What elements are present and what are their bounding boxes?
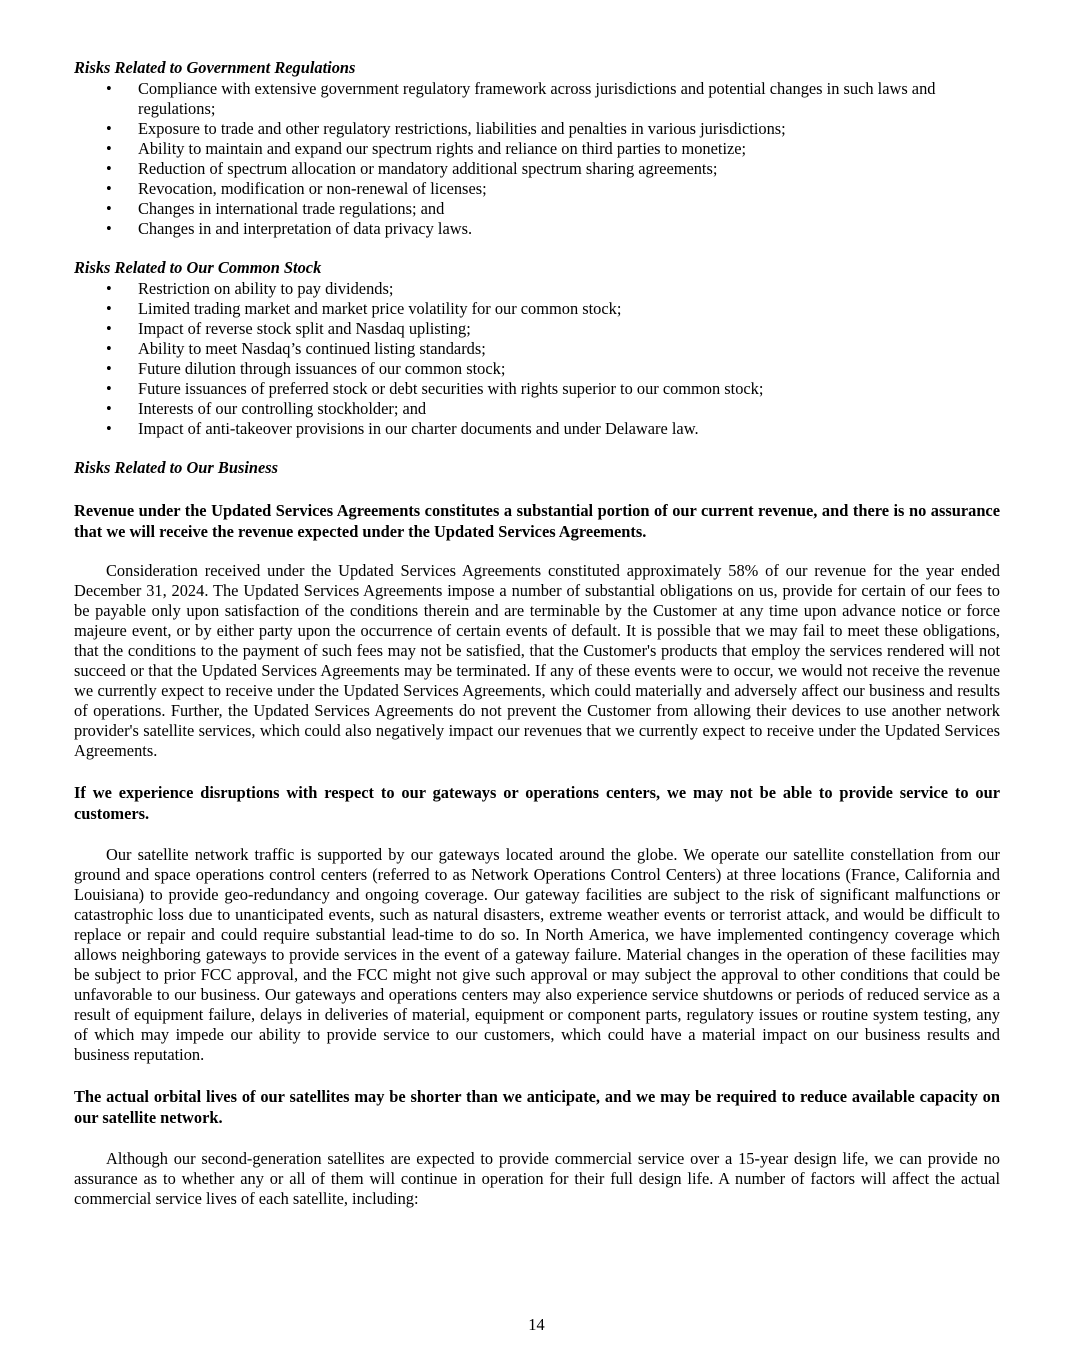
bullet-icon: • (106, 339, 112, 358)
section-title-common-stock: Risks Related to Our Common Stock (74, 258, 322, 277)
section-title-government-regulations: Risks Related to Government Regulations (74, 58, 356, 77)
section-title-business: Risks Related to Our Business (74, 458, 279, 477)
list-item: • Ability to meet Nasdaq’s continued listing standards; (106, 339, 486, 358)
page-number: 14 (528, 1315, 545, 1334)
list-item: • Changes in international trade regulations; and (106, 199, 445, 218)
bullet-icon: • (106, 79, 112, 98)
bullet-icon: • (106, 139, 112, 158)
risk-heading-services-agreements: Revenue under the Updated Services Agreements constitutes a substantial portion of our current revenue, and there is no assurance that we will receive the revenue expected under the Updated Services Agreements. (74, 501, 1000, 541)
bullet-icon: • (106, 319, 112, 338)
common-stock-risk-list (74, 279, 1000, 439)
bullet-icon: • (106, 119, 112, 138)
bullet-icon: • (106, 399, 112, 418)
risk-body-gateway-disruptions: Our satellite network traffic is supported by our gateways located around the globe. We operate our satellite constellation from our ground and space operations control centers (referred to as Network Operations Control Centers) at three locations (France, California and Louisiana) to provide geo-redundancy and ongoing coverage. Our gateway facilities are subject to the risk of significant malfunctions or catastrophic loss due to unanticipated events, such as natural disasters, extreme weather events or terrorist attack, and would be difficult to replace or repair and could require substantial lead-time to do so. In North America, we have implemented contingency coverage which allows neighboring gateways to provide services in the event of a gateway failure. Material changes in the operation of these facilities may be subject to prior FCC approval, and the FCC might not give such approval or may subject the approval to other conditions that could be unfavorable to our business. Our gateways and operations centers may also experience service shutdowns or periods of reduced service as a result of equipment failure, delays in deliveries of material, equipment or component parts, regulatory issues or routine system testing, any of which may impede our ability to provide service to our customers, which could have a material impact on our business results and business reputation. (74, 845, 1000, 1064)
list-item: • Ability to maintain and expand our spectrum rights and reliance on third parties to monetize; (106, 139, 747, 158)
list-item: • Limited trading market and market price volatility for our common stock; (106, 299, 622, 318)
list-item: • Future issuances of preferred stock or debt securities with rights superior to our common stock; (106, 379, 764, 398)
list-item: • Future dilution through issuances of our common stock; (106, 359, 506, 378)
risk-heading-satellite-lives: The actual orbital lives of our satellites may be shorter than we anticipate, and we may be required to reduce available capacity on our satellite network. (74, 1087, 1000, 1127)
risk-heading-gateway-disruptions: If we experience disruptions with respect to our gateways or operations centers, we may not be able to provide service to our customers. (74, 783, 1000, 823)
bullet-icon: • (106, 179, 112, 198)
list-item: • Revocation, modification or non-renewal of licenses; (106, 179, 487, 198)
bullet-icon: • (106, 279, 112, 298)
list-item: • Restriction on ability to pay dividends; (106, 279, 394, 298)
page-content (74, 57, 1000, 1209)
government-risk-list (74, 79, 1000, 239)
bullet-icon: • (106, 219, 112, 238)
list-item: • Impact of reverse stock split and Nasdaq uplisting; (106, 319, 471, 338)
list-item: • Changes in and interpretation of data privacy laws. (106, 219, 473, 238)
bullet-icon: • (106, 159, 112, 178)
risk-body-services-agreements: Consideration received under the Updated Services Agreements constituted approximately 58% of our revenue for the year ended December 31, 2024. The Updated Services Agreements impose a number of substantial obligations on us, provide for certain of our fees to be payable only upon satisfaction of the conditions therein and are terminable by the Customer at any time upon advance notice or force majeure event, or by either party upon the occurrence of certain events of default. It is possible that we may fail to meet these obligations, that the conditions to the payment of such fees may not be satisfied, that the Customer's products that employ the services rendered will not succeed or that the Updated Services Agreements may be terminated. If any of these events were to occur, we would not receive the revenue we currently expect to receive under the Updated Services Agreements, which could materially and adversely affect our business and results of operations. Further, the Updated Services Agreements do not prevent the Customer from allowing their devices to use another network provider's satellite services, which could also negatively impact our revenues that we currently expect to receive under the Updated Services Agreements. (74, 561, 1000, 760)
bullet-icon: • (106, 359, 112, 378)
list-item: • Reduction of spectrum allocation or mandatory additional spectrum sharing agreements; (106, 159, 718, 178)
list-item: • Compliance with extensive government regulatory framework across jurisdictions and potential changes in such laws and regulations; (106, 79, 936, 118)
bullet-icon: • (106, 379, 112, 398)
list-item: • Exposure to trade and other regulatory restrictions, liabilities and penalties in various jurisdictions; (106, 119, 786, 138)
list-item: • Impact of anti-takeover provisions in our charter documents and under Delaware law. (106, 419, 699, 438)
bullet-icon: • (106, 299, 112, 318)
risk-body-satellite-lives: Although our second-generation satellites are expected to provide commercial service over a 15-year design life, we can provide no assurance as to whether any or all of them will continue in operation for their full design life. A number of factors will affect the actual commercial service lives of each satellite, including: (74, 1149, 1000, 1208)
bullet-icon: • (106, 419, 112, 438)
list-item: • Interests of our controlling stockholder; and (106, 399, 427, 418)
bullet-icon: • (106, 199, 112, 218)
